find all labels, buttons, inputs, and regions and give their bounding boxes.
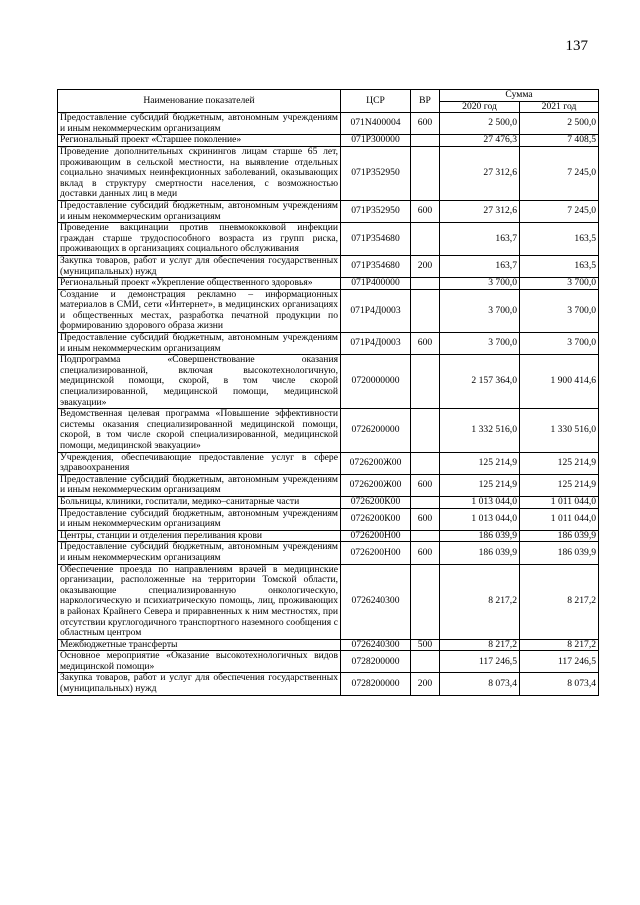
row-vr: 200 (411, 255, 440, 277)
row-csr: 071P4Д0003 (341, 333, 411, 355)
row-sum-2021: 125 214,9 (520, 452, 599, 474)
row-name: Проведение вакцинации против пневмококковой инфекции граждан старше трудоспособного возраста из групп риска, проживающих в организациях социального обслуживания (58, 223, 341, 256)
row-sum-2020: 8 217,2 (440, 639, 520, 651)
row-csr: 071P400000 (341, 278, 411, 290)
row-sum-2020: 1 332 516,0 (440, 409, 520, 452)
row-csr: 0726200Н00 (341, 530, 411, 542)
table-row (58, 278, 599, 290)
row-name: Ведомственная целевая программа «Повышение эффективности системы оказания специализированной медицинской помощи, скорой, в том числе скорой специализированной, медицинской помощи, медицинской эвакуации» (58, 409, 341, 452)
row-csr: 0728200000 (341, 673, 411, 695)
row-csr: 0726200Ж00 (341, 452, 411, 474)
row-name: Проведение дополнительных скринингов лицам старше 65 лет, проживающим в сельской местности, на выявление отдельных социально значимых неинфекционных заболеваний, оказывающих вклад в структуру смертности населения, с возможностью доставки данных лиц в меди (58, 146, 341, 200)
row-name: Региональный проект «Укрепление общественного здоровья» (58, 278, 341, 290)
row-name: Создание и демонстрация рекламно – информационных материалов в СМИ, сети «Интернет», в медицинских организациях и общественных местах, разработка печатной продукции по формированию здорового образа жизни (58, 289, 341, 332)
row-sum-2020: 125 214,9 (440, 474, 520, 496)
row-csr: 0726200К00 (341, 496, 411, 508)
table-row (58, 200, 599, 222)
row-sum-2020: 8 073,4 (440, 673, 520, 695)
table-row (58, 508, 599, 530)
row-sum-2021: 8 073,4 (520, 673, 599, 695)
row-csr: 0726200К00 (341, 508, 411, 530)
row-csr: 071P4Д0003 (341, 289, 411, 332)
budget-table (57, 89, 599, 696)
header-year-2021: 2021 год (520, 101, 599, 113)
header-year-2020: 2020 год (440, 101, 520, 113)
row-name: Центры, станции и отделения переливания крови (58, 530, 341, 542)
row-sum-2021: 163,5 (520, 223, 599, 256)
table-row (58, 651, 599, 673)
row-sum-2021: 125 214,9 (520, 474, 599, 496)
header-csr: ЦСР (341, 90, 411, 113)
row-sum-2020: 3 700,0 (440, 289, 520, 332)
table-row (58, 530, 599, 542)
row-sum-2020: 3 700,0 (440, 333, 520, 355)
row-vr (411, 651, 440, 673)
row-vr: 600 (411, 542, 440, 564)
table-row (58, 639, 599, 651)
row-sum-2021: 7 245,0 (520, 200, 599, 222)
table-row (58, 255, 599, 277)
row-vr (411, 355, 440, 409)
row-sum-2020: 163,7 (440, 223, 520, 256)
row-name: Предоставление субсидий бюджетным, автономным учреждениям и иным некоммерческим организациям (58, 113, 341, 135)
row-sum-2021: 117 246,5 (520, 651, 599, 673)
row-sum-2021: 7 408,5 (520, 135, 599, 147)
row-vr: 600 (411, 113, 440, 135)
page-number: 137 (565, 38, 588, 54)
row-vr (411, 146, 440, 200)
row-vr (411, 409, 440, 452)
row-name: Учреждения, обеспечивающие предоставление услуг в сфере здравоохранения (58, 452, 341, 474)
row-sum-2021: 1 330 516,0 (520, 409, 599, 452)
row-csr: 0726240300 (341, 564, 411, 639)
row-sum-2020: 186 039,9 (440, 542, 520, 564)
row-name: Региональный проект «Старшее поколение» (58, 135, 341, 147)
row-csr: 071P300000 (341, 135, 411, 147)
row-vr: 200 (411, 673, 440, 695)
row-sum-2020: 27 476,3 (440, 135, 520, 147)
table-row (58, 409, 599, 452)
table-row (58, 333, 599, 355)
row-name: Обеспечение проезда по направлениям врачей в медицинские организации, расположенные на территории Томской области, оказывающие специализированную онкологическую, наркологическую и психиатрическую помощь, лиц, проживающих в районах Крайнего Севера и приравненных к ним местностях, при отсутствии круглогодичного транспортного наземного сообщения с областным центром (58, 564, 341, 639)
table-row (58, 542, 599, 564)
row-sum-2020: 1 013 044,0 (440, 508, 520, 530)
row-sum-2020: 27 312,6 (440, 200, 520, 222)
table-row (58, 223, 599, 256)
row-csr: 071P352950 (341, 146, 411, 200)
row-vr: 600 (411, 200, 440, 222)
header-name: Наименование показателей (58, 90, 341, 113)
row-sum-2021: 3 700,0 (520, 289, 599, 332)
row-vr (411, 496, 440, 508)
row-vr (411, 289, 440, 332)
row-csr: 071P354680 (341, 223, 411, 256)
row-name: Предоставление субсидий бюджетным, автономным учреждениям и иным некоммерческим организациям (58, 542, 341, 564)
row-sum-2020: 163,7 (440, 255, 520, 277)
row-name: Предоставление субсидий бюджетным, автономным учреждениям и иным некоммерческим организациям (58, 333, 341, 355)
row-sum-2020: 27 312,6 (440, 146, 520, 200)
row-name: Предоставление субсидий бюджетным, автономным учреждениям и иным некоммерческим организациям (58, 508, 341, 530)
row-vr: 600 (411, 474, 440, 496)
table-row (58, 474, 599, 496)
row-sum-2021: 1 011 044,0 (520, 508, 599, 530)
row-name: Закупка товаров, работ и услуг для обеспечения государственных (муниципальных) нужд (58, 255, 341, 277)
row-vr (411, 452, 440, 474)
row-sum-2021: 8 217,2 (520, 564, 599, 639)
row-sum-2020: 3 700,0 (440, 278, 520, 290)
row-csr: 071P352950 (341, 200, 411, 222)
table-row (58, 564, 599, 639)
row-name: Межбюджетные трансферты (58, 639, 341, 651)
row-sum-2021: 163,5 (520, 255, 599, 277)
row-sum-2020: 125 214,9 (440, 452, 520, 474)
table-row (58, 355, 599, 409)
row-csr: 0726200Н00 (341, 542, 411, 564)
row-name: Предоставление субсидий бюджетным, автономным учреждениям и иным некоммерческим организациям (58, 200, 341, 222)
row-sum-2020: 2 500,0 (440, 113, 520, 135)
row-csr: 071N400004 (341, 113, 411, 135)
table-row (58, 289, 599, 332)
row-name: Подпрограмма «Совершенствование оказания специализированной, включая высокотехнологичную, медицинской помощи, скорой, в том числе скорой специализированной, медицинской помощи, медицинской эвакуации» (58, 355, 341, 409)
row-csr: 0726200000 (341, 409, 411, 452)
row-csr: 0726240300 (341, 639, 411, 651)
table-body (58, 113, 599, 695)
table-row (58, 452, 599, 474)
row-sum-2021: 186 039,9 (520, 542, 599, 564)
row-name: Предоставление субсидий бюджетным, автономным учреждениям и иным некоммерческим организациям (58, 474, 341, 496)
row-name: Основное мероприятие «Оказание высокотехнологичных видов медицинской помощи» (58, 651, 341, 673)
header-sum: Сумма (440, 90, 599, 102)
row-csr: 0728200000 (341, 651, 411, 673)
table-row (58, 113, 599, 135)
row-sum-2021: 7 245,0 (520, 146, 599, 200)
row-sum-2021: 2 500,0 (520, 113, 599, 135)
table-row (58, 673, 599, 695)
row-sum-2020: 2 157 364,0 (440, 355, 520, 409)
row-sum-2021: 1 900 414,6 (520, 355, 599, 409)
row-vr (411, 564, 440, 639)
row-sum-2021: 3 700,0 (520, 278, 599, 290)
row-sum-2020: 1 013 044,0 (440, 496, 520, 508)
row-vr (411, 135, 440, 147)
row-sum-2021: 186 039,9 (520, 530, 599, 542)
row-vr: 600 (411, 508, 440, 530)
row-vr (411, 530, 440, 542)
row-csr: 071P354680 (341, 255, 411, 277)
row-vr (411, 278, 440, 290)
row-csr: 0720000000 (341, 355, 411, 409)
table-row (58, 135, 599, 147)
row-vr: 500 (411, 639, 440, 651)
header-vr: ВР (411, 90, 440, 113)
row-vr: 600 (411, 333, 440, 355)
row-sum-2020: 117 246,5 (440, 651, 520, 673)
table-row (58, 496, 599, 508)
row-sum-2020: 186 039,9 (440, 530, 520, 542)
row-sum-2021: 1 011 044,0 (520, 496, 599, 508)
row-name: Закупка товаров, работ и услуг для обеспечения государственных (муниципальных) нужд (58, 673, 341, 695)
row-sum-2021: 3 700,0 (520, 333, 599, 355)
table-row (58, 146, 599, 200)
row-name: Больницы, клиники, госпитали, медико–санитарные части (58, 496, 341, 508)
row-sum-2021: 8 217,2 (520, 639, 599, 651)
row-vr (411, 223, 440, 256)
row-sum-2020: 8 217,2 (440, 564, 520, 639)
row-csr: 0726200Ж00 (341, 474, 411, 496)
